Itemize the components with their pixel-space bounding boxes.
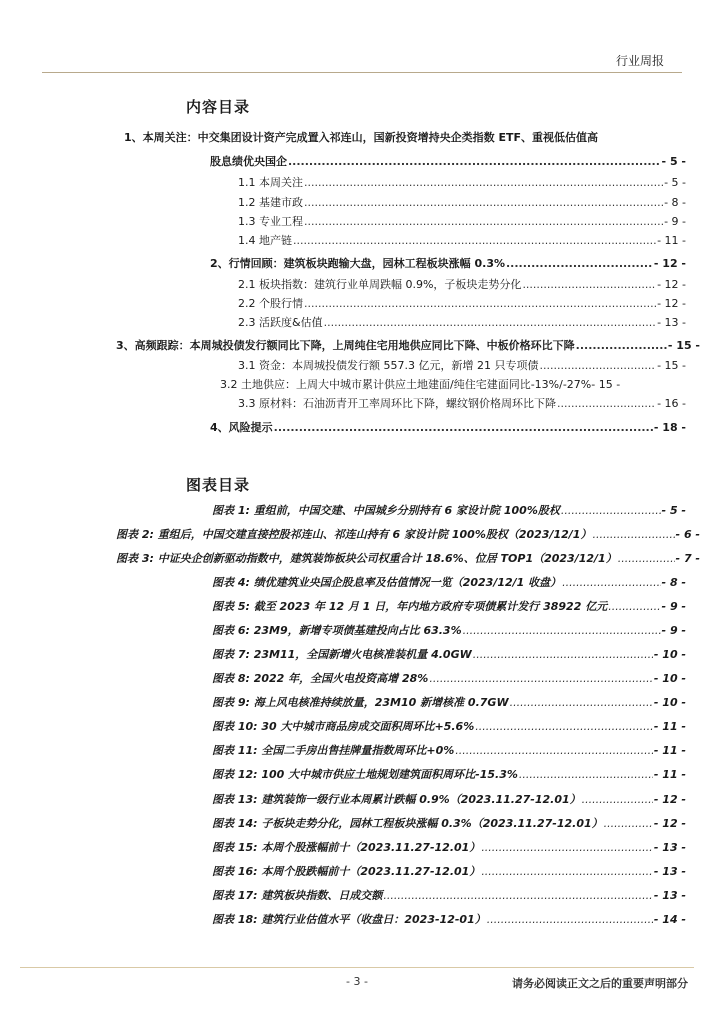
leader-dots: [304, 214, 663, 230]
page-number: - 3 -: [346, 975, 368, 988]
figure-item-text: 图表 10: 30 大中城市商品房成交面积周环比+5.6%: [212, 720, 475, 733]
figure-item[interactable]: [212, 840, 686, 856]
leader-dots: [383, 888, 653, 904]
toc-item[interactable]: [238, 396, 686, 412]
leader-dots: [455, 743, 653, 759]
leader-dots: [274, 420, 653, 436]
leader-dots: [592, 527, 674, 543]
toc-item-text: 1、本周关注：中交集团设计资产完成置入祁连山，国新投资增持央企类指数 ETF、重视低估值高: [124, 131, 599, 144]
toc-item-text: 3.2 土地供应：上周大中城市累计供应土地建面/纯住宅建面同比-13%/-27%: [220, 378, 592, 391]
figure-item-page: - 11 -: [653, 744, 686, 757]
figure-item-page: - 7 -: [675, 552, 700, 565]
figure-item-text: 图表 1: 重组前，中国交建、中国城乡分别持有 6 家设计院 100%股权: [212, 504, 560, 517]
figure-item[interactable]: [212, 888, 686, 904]
leader-dots: [582, 792, 653, 808]
figure-item-text: 图表 6: 23M9，新增专项债基建投向占比 63.3%: [212, 624, 462, 637]
figure-item-page: - 11 -: [653, 720, 686, 733]
toc-item-page: - 11 -: [657, 234, 686, 247]
toc-item-text: 2.3 活跃度&估值: [238, 316, 323, 329]
toc-item-text: 1.3 专业工程: [238, 215, 303, 228]
figure-item[interactable]: [212, 864, 686, 880]
leader-dots: [463, 623, 661, 639]
leader-dots: [519, 767, 653, 783]
toc-item[interactable]: [124, 130, 688, 146]
toc-item[interactable]: [238, 277, 686, 293]
toc-item[interactable]: [210, 256, 686, 272]
leader-dots: [522, 277, 656, 293]
toc-item-text: 3.1 资金：本周城投债发行额 557.3 亿元，新增 21 只专项债: [238, 359, 539, 372]
toc-item-page: - 12 -: [657, 297, 686, 310]
toc-item-page: - 16 -: [657, 397, 686, 410]
leader-dots: [324, 315, 656, 331]
figure-item[interactable]: [212, 503, 686, 519]
figure-item-text: 图表 18: 建筑行业估值水平（收盘日：2023-12-01）: [212, 913, 486, 926]
leader-dots: [473, 647, 653, 663]
toc-item-text: 3、高频跟踪：本周城投债发行额同比下降，上周纯住宅用地供应同比下降、中板价格环比下降: [116, 339, 575, 352]
figure-item-text: 图表 9: 海上风电核准持续放量，23M10 新增核准 0.7GW: [212, 696, 509, 709]
figure-item-text: 图表 7: 23M11，全国新增火电核准装机量 4.0GW: [212, 648, 472, 661]
figure-item[interactable]: [212, 575, 686, 591]
figure-item-text: 图表 2: 重组后，中国交建直接控股祁连山、祁连山持有 6 家设计院 100%股权（2023/12/1）: [116, 528, 592, 541]
toc-title: 内容目录: [186, 98, 251, 116]
figure-item[interactable]: [212, 647, 686, 663]
toc-item[interactable]: [238, 358, 686, 374]
figure-item[interactable]: [212, 912, 686, 928]
figure-item[interactable]: [212, 743, 686, 759]
leader-dots: [304, 296, 656, 312]
figure-item-page: - 6 -: [675, 528, 700, 541]
toc-item[interactable]: [238, 315, 686, 331]
figure-item-page: - 10 -: [653, 648, 686, 661]
toc-item-text: 1.4 地产链: [238, 234, 292, 247]
figure-item[interactable]: [116, 527, 700, 543]
toc-item-text: 3.3 原材料：石油沥青开工率周环比下降，螺纹钢价格周环比下降: [238, 397, 556, 410]
figure-item[interactable]: [116, 551, 700, 567]
figure-item-text: 图表 4: 绩优建筑业央国企股息率及估值情况一览（2023/12/1 收盘）: [212, 576, 562, 589]
figure-item-text: 图表 3: 中证央企创新驱动指数中，建筑装饰板块公司权重合计 18.6%、位居 TOP1（2023/12/1）: [116, 552, 617, 565]
leader-dots: [481, 840, 653, 856]
figure-item[interactable]: [212, 599, 686, 615]
figure-item[interactable]: [212, 623, 686, 639]
toc-item[interactable]: [210, 420, 686, 436]
toc-item-text: 2、行情回顾：建筑板块跑输大盘，园林工程板块涨幅 0.3%: [210, 257, 505, 270]
toc-item[interactable]: [210, 154, 686, 170]
figure-item-page: - 13 -: [653, 889, 686, 902]
leader-dots: [304, 175, 663, 191]
figure-item-page: - 10 -: [653, 696, 686, 709]
leader-dots: [604, 816, 653, 832]
figure-item-text: 图表 17: 建筑板块指数、日成交额: [212, 889, 383, 902]
figure-item[interactable]: [212, 671, 686, 687]
toc-item-text: 2.2 个股行情: [238, 297, 303, 310]
leader-dots: [608, 599, 660, 615]
toc-item-text: 2.1 板块指数：建筑行业单周跌幅 0.9%，子板块走势分化: [238, 278, 522, 291]
leader-dots: [475, 719, 653, 735]
toc-item-page: - 15 -: [591, 378, 621, 391]
toc-item[interactable]: [220, 377, 686, 393]
figures-title: 图表目录: [186, 476, 251, 494]
leader-dots: [539, 358, 656, 374]
toc-item[interactable]: [238, 195, 686, 211]
toc-item-page: - 15 -: [657, 359, 686, 372]
disclaimer-note: 请务必阅读正文之后的重要声明部分: [512, 977, 688, 990]
figure-item-text: 图表 14: 子板块走势分化，园林工程板块涨幅 0.3%（2023.11.27-12.01）: [212, 817, 603, 830]
toc-item-page: - 18 -: [653, 421, 686, 434]
toc-item[interactable]: [238, 233, 686, 249]
header-divider: [42, 72, 682, 73]
figure-item-page: - 12 -: [653, 793, 686, 806]
leader-dots: [576, 338, 667, 354]
figure-item-text: 图表 13: 建筑装饰一级行业本周累计跌幅 0.9%（2023.11.27-12.01）: [212, 793, 581, 806]
leader-dots: [487, 912, 653, 928]
toc-item-page: - 13 -: [657, 316, 686, 329]
toc-item-text: 股息绩优央国企: [210, 155, 287, 168]
toc-item-text: 4、风险提示: [210, 421, 273, 434]
figure-item-page: - 9 -: [661, 600, 686, 613]
toc-item[interactable]: [238, 214, 686, 230]
leader-dots: [429, 671, 653, 687]
leader-dots: [557, 396, 656, 412]
figure-item[interactable]: [212, 719, 686, 735]
report-type-label: 行业周报: [615, 54, 664, 68]
figure-item-text: 图表 15: 本周个股涨幅前十（2023.11.27-12.01）: [212, 841, 481, 854]
figure-item[interactable]: [212, 695, 686, 711]
toc-item-text: 1.2 基建市政: [238, 196, 303, 209]
figure-item-page: - 13 -: [653, 865, 686, 878]
toc-item-page: - 5 -: [661, 155, 686, 168]
figure-item[interactable]: [212, 792, 686, 808]
leader-dots: [293, 233, 656, 249]
leader-dots: [562, 575, 660, 591]
figure-item-text: 图表 8: 2022 年，全国火电投资高增 28%: [212, 672, 429, 685]
toc-item-text: 1.1 本周关注: [238, 176, 303, 189]
toc-item-page: - 12 -: [657, 278, 686, 291]
figure-item-page: - 12 -: [653, 817, 686, 830]
toc-item-page: - 9 -: [664, 215, 686, 228]
leader-dots: [510, 695, 653, 711]
toc-item-page: - 12 -: [653, 257, 686, 270]
figure-item-page: - 5 -: [661, 504, 686, 517]
figure-item-page: - 8 -: [661, 576, 686, 589]
toc-item-page: - 15 -: [667, 339, 700, 352]
figure-item-page: - 14 -: [653, 913, 686, 926]
figure-item-page: - 10 -: [653, 672, 686, 685]
figure-item-text: 图表 5: 截至 2023 年 12 月 1 日，年内地方政府专项债累计发行 38922 亿元: [212, 600, 608, 613]
figure-item-text: 图表 12: 100 大中城市供应土地规划建筑面积周环比-15.3%: [212, 768, 518, 781]
leader-dots: [618, 551, 675, 567]
figure-item-text: 图表 16: 本周个股跌幅前十（2023.11.27-12.01）: [212, 865, 481, 878]
toc-item-page: - 8 -: [664, 196, 686, 209]
figure-item[interactable]: [212, 767, 686, 783]
toc-item-page: - 5 -: [664, 176, 686, 189]
figure-item-text: 图表 11: 全国二手房出售挂牌量指数周环比+0%: [212, 744, 455, 757]
leader-dots: [304, 195, 663, 211]
figure-item-page: - 11 -: [653, 768, 686, 781]
leader-dots: [288, 154, 661, 170]
leader-dots: [506, 256, 653, 272]
toc-item[interactable]: [116, 338, 700, 354]
leader-dots: [481, 864, 653, 880]
leader-dots: [561, 503, 661, 519]
figure-item-page: - 9 -: [661, 624, 686, 637]
toc-item[interactable]: [238, 296, 686, 312]
figure-item-page: - 13 -: [653, 841, 686, 854]
toc-item[interactable]: [238, 175, 686, 191]
figure-item[interactable]: [212, 816, 686, 832]
footer-divider: [20, 967, 694, 968]
